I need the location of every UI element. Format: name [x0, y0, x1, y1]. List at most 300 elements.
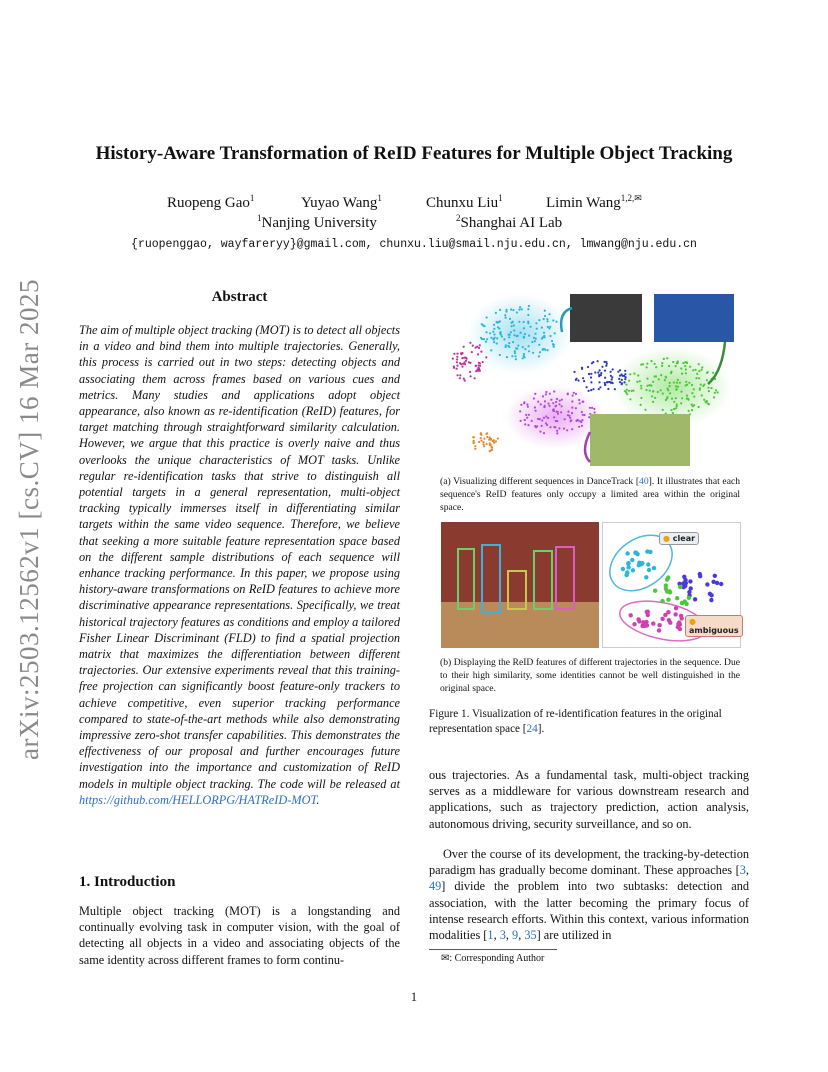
scatter-point	[489, 450, 491, 452]
scatter-point	[553, 410, 555, 412]
scatter-point	[640, 385, 642, 387]
scatter-point	[534, 393, 536, 395]
scatter-point	[552, 402, 554, 404]
scatter-point	[516, 335, 518, 337]
scatter-point	[651, 621, 655, 625]
scatter-point	[561, 399, 563, 401]
scatter-point	[469, 342, 471, 344]
scatter-point	[674, 606, 678, 610]
scatter-point	[543, 332, 545, 334]
scatter-point	[675, 397, 677, 399]
scatter-point	[499, 321, 501, 323]
scatter-point	[485, 341, 487, 343]
introduction-text: Multiple object tracking (MOT) is a longstanding and continually evolving task in computer vision, with the goal of detecting all objects in a video and associating objects of the same identity across different frames to form continu-	[79, 904, 400, 967]
scatter-point	[583, 380, 585, 382]
scatter-point	[488, 439, 490, 441]
scatter-point	[594, 371, 596, 373]
scatter-point	[628, 390, 630, 392]
scatter-point	[567, 393, 569, 395]
scatter-point	[463, 361, 465, 363]
scatter-point	[492, 331, 494, 333]
scatter-point	[685, 372, 687, 374]
scatter-point	[556, 432, 558, 434]
scatter-point	[652, 401, 654, 403]
scatter-point	[452, 358, 454, 360]
scatter-point	[614, 388, 616, 390]
scatter-point	[544, 400, 546, 402]
scatter-point	[581, 425, 583, 427]
scatter-point	[555, 401, 557, 403]
scatter-point	[545, 393, 547, 395]
scatter-point	[625, 376, 627, 378]
scatter-point	[604, 370, 606, 372]
scatter-point	[701, 369, 703, 371]
feature-scatter-plot	[440, 292, 740, 468]
scatter-point	[567, 411, 569, 413]
bbox-green-1	[457, 548, 475, 610]
scatter-point	[600, 372, 602, 374]
scatter-point	[549, 393, 551, 395]
scatter-point	[669, 385, 671, 387]
scatter-point	[453, 353, 455, 355]
section-heading-introduction: 1. Introduction	[79, 874, 176, 890]
scatter-point	[647, 568, 651, 572]
scatter-point	[572, 395, 574, 397]
scatter-point	[535, 322, 537, 324]
scatter-point	[456, 353, 458, 355]
scatter-point	[535, 410, 537, 412]
scatter-point	[553, 346, 555, 348]
scatter-point	[619, 381, 621, 383]
scatter-point	[646, 613, 650, 617]
scatter-point	[482, 361, 484, 363]
scatter-point	[554, 332, 556, 334]
scatter-point	[579, 402, 581, 404]
scatter-point	[515, 358, 517, 360]
scatter-point	[495, 440, 497, 442]
figure-1b-trajectory-scatter	[602, 522, 741, 648]
author-3: Chunxu Liu$^1$	[426, 193, 503, 211]
scatter-point	[463, 346, 465, 348]
scatter-point	[558, 427, 560, 429]
scatter-point	[549, 335, 551, 337]
scatter-point	[507, 345, 509, 347]
code-link[interactable]: https://github.com/HELLORPG/HATReID-MOT	[79, 792, 317, 807]
scatter-point	[557, 413, 559, 415]
scatter-point	[657, 391, 659, 393]
scatter-point	[496, 337, 498, 339]
abstract-text: The aim of multiple object tracking (MOT) is to detect all objects in a video and bind them into multiple trajectories. Generally, this process is carried out in two steps: detecting objects and associating them across frames based on various cues and metrics. Many studies and applications adopt object appearance, also known as re-identification (ReID) features, for target matching through straightforward similarity calculation. However, we argue that this practice is overly naive and thus overlooks the unique characteristics of MOT tasks. Unlike regular re-identification tasks that strive to distinguish all potential targets in a general representation, multi-object tracking typically immerses itself in differentiating similar targets within the same video sequence. Therefore, we believe that seeking a more suitable feature representation space based on the different sample distributions of each sequence will enhance tracking performance. In this paper, we propose using history-aware transformations on ReID features to achieve more discriminative appearance representations. Specifically, we treat historical trajectory features as conditions and employ a tailored Fisher Linear Discriminant (FLD) to find a spatial projection matrix that maximizes the differentiation between different trajectories. Our extensive experiments reveal that this training-free projection can significantly boost feature-only trackers to achieve competitive, even superior tracking performance compared to state-of-the-art methods while also demonstrating impressive zero-shot transfer capabilities. This demonstrates the effectiveness of our proposal and further encourages future investigation into the importance and customization of ReID models in multiple object tracking. The code will be released at https://github.com/HELLORPG/HATReID-MOT.	[79, 323, 400, 807]
scatter-point	[639, 380, 641, 382]
scatter-point	[461, 357, 463, 359]
scatter-point	[660, 617, 664, 621]
scatter-point	[548, 313, 550, 315]
scatter-point	[486, 316, 488, 318]
scatter-point	[688, 410, 690, 412]
scatter-point	[673, 612, 677, 616]
scatter-point	[669, 382, 671, 384]
scatter-point	[706, 400, 708, 402]
scatter-point	[472, 441, 474, 443]
scatter-point	[592, 388, 594, 390]
scatter-point	[707, 387, 709, 389]
scatter-point	[699, 387, 701, 389]
scatter-point	[649, 390, 651, 392]
scatter-point	[523, 336, 525, 338]
scatter-point	[540, 403, 542, 405]
scatter-point	[538, 355, 540, 357]
scatter-point	[528, 305, 530, 307]
scatter-point	[695, 377, 697, 379]
scatter-point	[571, 407, 573, 409]
bbox-pink	[555, 546, 575, 610]
scatter-point	[691, 384, 693, 386]
scatter-point	[671, 398, 673, 400]
scatter-point	[577, 419, 579, 421]
scatter-point	[557, 411, 559, 413]
scatter-point	[555, 405, 557, 407]
scatter-point	[567, 414, 569, 416]
scatter-point	[477, 353, 479, 355]
scatter-point	[676, 405, 678, 407]
scatter-point	[520, 420, 522, 422]
scatter-point	[480, 440, 482, 442]
scatter-point	[633, 373, 635, 375]
scatter-point	[698, 370, 700, 372]
scatter-point	[693, 597, 697, 601]
scatter-point	[679, 382, 681, 384]
scatter-point	[628, 380, 630, 382]
scatter-point	[623, 381, 625, 383]
scatter-point	[715, 389, 717, 391]
scatter-point	[598, 374, 600, 376]
scatter-point	[650, 360, 652, 362]
scatter-point	[508, 336, 510, 338]
scatter-point	[531, 341, 533, 343]
scatter-point	[552, 319, 554, 321]
scatter-point	[591, 362, 593, 364]
scatter-point	[663, 358, 665, 360]
scatter-point	[630, 558, 634, 562]
scatter-point	[652, 566, 656, 570]
scatter-point	[642, 363, 644, 365]
scatter-point	[453, 366, 455, 368]
scatter-point	[625, 384, 627, 386]
scatter-point	[494, 337, 496, 339]
scatter-point	[646, 385, 648, 387]
scatter-point	[569, 417, 571, 419]
scatter-point	[547, 349, 549, 351]
figure-1a-caption: (a) Visualizing different sequences in DanceTrack [40]. It illustrates that each sequence's ReID features only occupy a limited area within the original space.	[440, 476, 741, 513]
scatter-point	[509, 334, 511, 336]
scatter-point	[482, 441, 484, 443]
scatter-point	[680, 367, 682, 369]
scatter-point	[471, 351, 473, 353]
scatter-point	[681, 397, 683, 399]
scatter-point	[606, 381, 608, 383]
scatter-point	[538, 344, 540, 346]
scatter-point	[519, 410, 521, 412]
scatter-point	[619, 375, 621, 377]
figure-1b-dance-frame	[441, 522, 599, 648]
scatter-point	[517, 345, 519, 347]
scatter-point	[463, 378, 465, 380]
scatter-point	[700, 384, 702, 386]
scatter-point	[571, 400, 573, 402]
scatter-point	[668, 621, 672, 625]
scatter-point	[474, 448, 476, 450]
scatter-point	[670, 409, 672, 411]
scatter-point	[475, 370, 477, 372]
bbox-green-2	[533, 550, 553, 610]
scatter-point	[469, 371, 471, 373]
scatter-point	[581, 411, 583, 413]
scatter-point	[480, 351, 482, 353]
scatter-point	[688, 382, 690, 384]
scatter-point	[686, 384, 688, 386]
scatter-point	[544, 405, 546, 407]
scatter-point	[580, 421, 582, 423]
scatter-point	[543, 318, 545, 320]
scatter-point	[485, 443, 487, 445]
scatter-point	[571, 412, 573, 414]
scatter-point	[534, 406, 536, 408]
paper-title: History-Aware Transformation of ReID Features for Multiple Object Tracking	[95, 143, 733, 164]
scatter-point	[624, 373, 626, 375]
scatter-point	[666, 598, 670, 602]
footnote: ✉: Corresponding Author	[441, 953, 545, 964]
scatter-point	[710, 387, 712, 389]
scatter-point	[657, 628, 661, 632]
scatter-point	[456, 368, 458, 370]
scatter-point	[543, 432, 545, 434]
scatter-point	[645, 389, 647, 391]
scatter-point	[629, 398, 631, 400]
scatter-point	[583, 414, 585, 416]
scatter-point	[698, 363, 700, 365]
scatter-point	[532, 352, 534, 354]
scatter-point	[593, 408, 595, 410]
scatter-point	[619, 369, 621, 371]
thumbs-up-icon: ●	[663, 534, 670, 543]
scatter-point	[528, 350, 530, 352]
scatter-point	[523, 321, 525, 323]
scatter-point	[512, 321, 514, 323]
scatter-point	[655, 366, 657, 368]
scatter-point	[706, 372, 708, 374]
scatter-point	[629, 613, 633, 617]
scatter-point	[621, 567, 625, 571]
scatter-point	[668, 365, 670, 367]
scatter-point	[534, 333, 536, 335]
scatter-point	[499, 354, 501, 356]
scatter-point	[505, 309, 507, 311]
scatter-point	[631, 390, 633, 392]
scatter-point	[668, 589, 672, 593]
bbox-yellow	[507, 570, 527, 610]
scatter-point	[669, 392, 671, 394]
scatter-point	[520, 332, 522, 334]
envelope-icon: ✉	[634, 193, 642, 203]
scatter-point	[693, 396, 695, 398]
scatter-point	[676, 388, 678, 390]
scatter-point	[598, 388, 600, 390]
scatter-point	[526, 403, 528, 405]
scatter-point	[679, 614, 683, 618]
scatter-point	[566, 429, 568, 431]
scatter-point	[466, 358, 468, 360]
scatter-point	[493, 341, 495, 343]
scatter-point	[514, 350, 516, 352]
scatter-point	[640, 397, 642, 399]
scatter-point	[518, 321, 520, 323]
scatter-point	[687, 596, 691, 600]
scatter-point	[485, 331, 487, 333]
scatter-point	[547, 326, 549, 328]
scatter-point	[640, 404, 642, 406]
scatter-point	[499, 309, 501, 311]
scatter-point	[493, 324, 495, 326]
scatter-point	[485, 356, 487, 358]
scatter-point	[646, 366, 648, 368]
scatter-point	[508, 342, 510, 344]
scatter-point	[636, 381, 638, 383]
scatter-point	[675, 407, 677, 409]
scatter-point	[550, 399, 552, 401]
scatter-point	[673, 401, 675, 403]
scatter-point	[688, 579, 692, 583]
scatter-point	[588, 416, 590, 418]
scatter-point	[539, 418, 541, 420]
scatter-point	[523, 353, 525, 355]
scatter-point	[477, 364, 479, 366]
scatter-point	[547, 417, 549, 419]
scatter-point	[496, 342, 498, 344]
scatter-point	[529, 326, 531, 328]
scatter-point	[646, 562, 650, 566]
scatter-point	[673, 381, 675, 383]
scatter-point	[599, 369, 601, 371]
footnote-rule	[429, 949, 557, 950]
scatter-point	[544, 315, 546, 317]
scatter-point	[491, 447, 493, 449]
author-1: Ruopeng Gao$^1$	[167, 193, 255, 211]
scatter-point	[680, 391, 682, 393]
scatter-point	[683, 599, 687, 603]
scatter-point	[578, 426, 580, 428]
scatter-point	[577, 379, 579, 381]
scatter-point	[556, 430, 558, 432]
sequence-thumbnail-blue	[654, 294, 734, 342]
scatter-point	[472, 436, 474, 438]
figure-1a-feature-clusters	[440, 292, 740, 468]
scatter-point	[555, 420, 557, 422]
scatter-point	[512, 309, 514, 311]
scatter-point	[677, 362, 679, 364]
scatter-point	[708, 403, 710, 405]
scatter-point	[632, 622, 636, 626]
scatter-point	[696, 373, 698, 375]
scatter-point	[643, 624, 647, 628]
scatter-point	[522, 346, 524, 348]
scatter-point	[631, 568, 635, 572]
scatter-point	[604, 377, 606, 379]
scatter-point	[657, 623, 661, 627]
scatter-point	[712, 372, 714, 374]
scatter-point	[694, 369, 696, 371]
scatter-point	[604, 382, 606, 384]
scatter-point	[549, 326, 551, 328]
scatter-point	[543, 335, 545, 337]
scatter-point	[483, 445, 485, 447]
scatter-point	[483, 438, 485, 440]
scatter-point	[681, 373, 683, 375]
scatter-point	[541, 327, 543, 329]
scatter-point	[496, 321, 498, 323]
scatter-point	[686, 362, 688, 364]
scatter-point	[527, 424, 529, 426]
scatter-point	[469, 362, 471, 364]
scatter-point	[703, 399, 705, 401]
scatter-point	[691, 392, 693, 394]
scatter-point	[526, 417, 528, 419]
scatter-point	[498, 328, 500, 330]
scatter-point	[597, 360, 599, 362]
scatter-point	[479, 344, 481, 346]
scatter-point	[624, 390, 626, 392]
scatter-point	[717, 391, 719, 393]
scatter-point	[555, 321, 557, 323]
affiliation-1: $^1$Nanjing University	[257, 213, 377, 231]
scatter-point	[652, 390, 654, 392]
scatter-point	[588, 390, 590, 392]
scatter-point	[590, 389, 592, 391]
arxiv-stamp: arXiv:2503.12562v1 [cs.CV] 16 Mar 2025	[14, 279, 44, 760]
scatter-point	[686, 398, 688, 400]
scatter-point	[510, 331, 512, 333]
scatter-point	[545, 391, 547, 393]
scatter-point	[678, 585, 682, 589]
scatter-point	[653, 589, 657, 593]
scatter-point	[703, 384, 705, 386]
scatter-point	[719, 582, 723, 586]
scatter-point	[686, 395, 688, 397]
scatter-point	[511, 355, 513, 357]
scatter-point	[542, 348, 544, 350]
scatter-point	[624, 378, 626, 380]
scatter-point	[665, 399, 667, 401]
scatter-point	[533, 397, 535, 399]
page-number: 1	[410, 990, 418, 1004]
scatter-point	[612, 382, 614, 384]
scatter-point	[698, 377, 700, 379]
scatter-point	[523, 355, 525, 357]
scatter-point	[611, 378, 613, 380]
scatter-point	[698, 406, 700, 408]
scatter-point	[501, 335, 503, 337]
scatter-point	[698, 572, 702, 576]
scatter-point	[474, 377, 476, 379]
scatter-point	[482, 443, 484, 445]
scatter-point	[691, 409, 693, 411]
scatter-point	[539, 351, 541, 353]
scatter-point	[545, 415, 547, 417]
scatter-point	[626, 561, 630, 565]
scatter-point	[575, 393, 577, 395]
bbox-cyan	[481, 544, 501, 614]
scatter-point	[603, 361, 605, 363]
scatter-point	[570, 419, 572, 421]
